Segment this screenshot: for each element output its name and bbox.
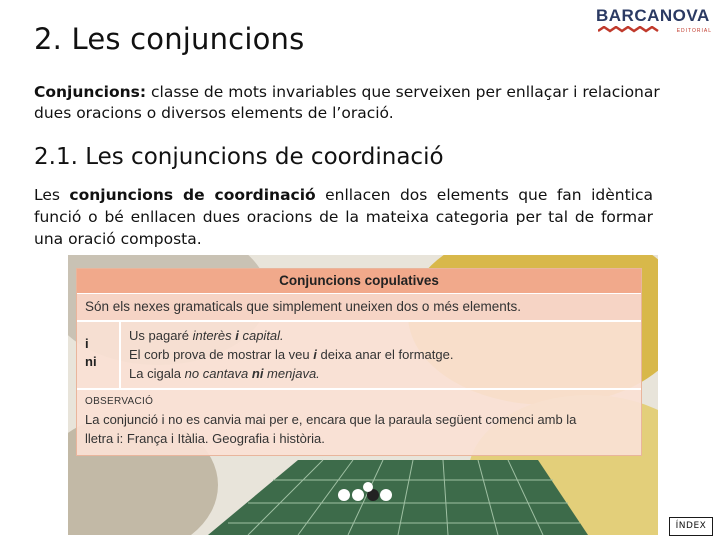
- index-button[interactable]: ÍNDEX: [669, 517, 713, 536]
- example-1-d: capital.: [242, 328, 284, 343]
- coordination-pre: Les: [34, 186, 70, 204]
- conjunction-i: i: [85, 336, 89, 351]
- example-1-a: Us pagaré: [129, 328, 193, 343]
- example-1: [129, 328, 284, 343]
- example-3-b: no cantava: [184, 366, 252, 381]
- definition-paragraph: [34, 82, 674, 124]
- barcanova-logo: [596, 6, 714, 40]
- conjunction-ni: ni: [85, 354, 97, 369]
- example-3-c: ni: [251, 366, 268, 381]
- example-3-d: menjava.: [267, 366, 320, 381]
- observation-heading: OBSERVACIÓ: [85, 396, 154, 407]
- example-2-c: i: [313, 347, 321, 362]
- example-3: [129, 366, 320, 381]
- example-1-b: interès: [192, 328, 236, 343]
- logo-subtitle: EDITORIAL: [676, 28, 712, 34]
- logo-brand: BARCANOVA: [596, 6, 710, 25]
- table-description: Són els nexes gramaticals que simplement uneixen dos o més elements.: [77, 293, 641, 322]
- observation-block: [77, 390, 641, 454]
- definition-text: classe de mots invariables que serveixen per enllaçar i relacionar dues oracions o diversos elements de l’oració.: [34, 83, 660, 122]
- conjunctions-table: [76, 268, 642, 456]
- coordination-term: conjuncions de coordinació: [69, 186, 316, 204]
- table-heading: Conjuncions copulatives: [77, 269, 641, 293]
- table-examples-row: [77, 322, 641, 390]
- section-subtitle: 2.1. Les conjuncions de coordinació: [34, 144, 444, 170]
- observation-line-1: La conjunció i no es canvia mai per e, encara que la paraula següent comenci amb la: [85, 412, 577, 427]
- slide-title: 2. Les conjuncions: [34, 22, 305, 56]
- coordination-post: enllacen dos elements que fan idèntica funció o bé enllacen dues oracions de la mateixa categoria per tal de formar una oració composta.: [34, 186, 653, 248]
- coordination-paragraph: [34, 184, 653, 250]
- example-2: [129, 347, 453, 362]
- example-2-a: El corb prova de mostrar la veu: [129, 347, 314, 362]
- conjunctions-column: [77, 322, 121, 388]
- observation-line-2: lletra i: França i Itàlia. Geografia i història.: [85, 431, 325, 446]
- definition-term: Conjuncions:: [34, 83, 147, 101]
- example-3-a: La cigala: [129, 366, 185, 381]
- example-2-d: deixa anar el formatge.: [320, 347, 454, 362]
- example-1-c: i: [235, 328, 243, 343]
